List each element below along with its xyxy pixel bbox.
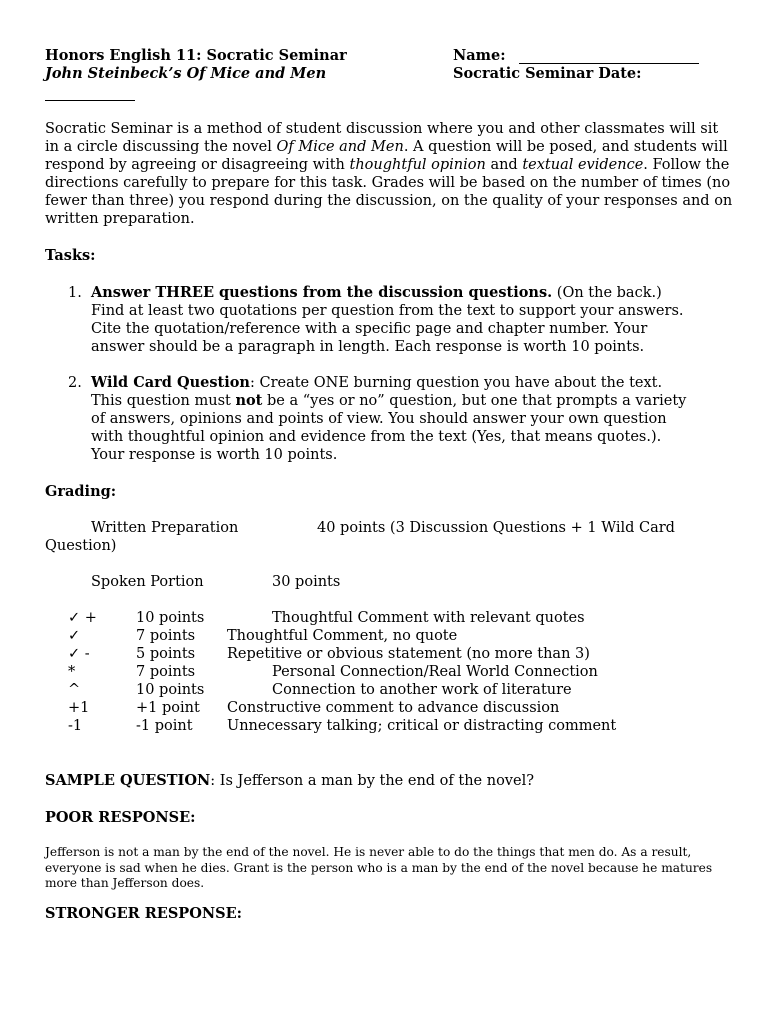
name-label: Name: [453,47,506,64]
written-prep-cont: Question) [45,538,117,554]
grade-row-points: 10 points [136,610,205,626]
poor-response-text: Jefferson is not a man by the end of the novel. He is never able to do the things that men do. As a result, everyone is sad when he dies. Grant is the person who is a man by the end of the novel because he matures more than Jefferson does. [45,845,713,890]
task-1-line-3: Cite the quotation/reference with a specific page and chapter number. Your [91,321,648,337]
grade-row-symbol: ✓ + [68,610,97,626]
stronger-response-heading: STRONGER RESPONSE: [45,905,242,922]
task-2-bold: Wild Card Question [91,374,250,391]
intro-thoughtful-opinion: thoughtful opinion [349,157,486,173]
grade-row-description: Repetitive or obvious statement (no more than 3) [227,646,590,662]
grade-row-points: 7 points [136,628,196,644]
task-1-line-4: answer should be a paragraph in length. Each response is worth 10 points. [91,339,645,355]
spoken-portion-label: Spoken Portion [91,574,204,590]
task-2-number: 2. [68,375,82,391]
task-2-line-5: Your response is worth 10 points. [91,447,338,463]
task-2-line-3: of answers, opinions and points of view. You should answer your own question [91,411,667,427]
grade-row-symbol: * [68,664,76,680]
sample-question-label: SAMPLE QUESTION [45,772,211,789]
novel-subtitle: John Steinbeck’s Of Mice and Men [45,65,327,82]
grade-row-symbol: ^ [68,682,81,698]
intro-text-1: Socratic Seminar is a method of student discussion where you and other classmates will sit in a circle discussing the novel [45,121,719,155]
task-2-line-2-post: be a “yes or no” question, but one that prompts a variety [262,393,687,409]
grade-row-points: -1 point [136,718,193,734]
poor-response-heading: POOR RESPONSE: [45,809,196,826]
task-2-not: not [235,392,263,409]
grade-row-description: Unnecessary talking; critical or distracting comment [227,718,617,734]
grade-row-points: +1 point [136,700,200,716]
task-2-line-2-pre: This question must [91,393,236,409]
date-blank-line [45,100,135,101]
task-1-bold: Answer THREE questions from the discussion questions. [91,284,553,301]
grade-row-symbol: ✓ [68,628,81,644]
intro-novel-title: Of Mice and Men [276,139,404,155]
task-1-number: 1. [68,285,82,301]
grade-row-points: 10 points [136,682,205,698]
task-2-rest: : Create ONE burning question you have about the text. [249,375,663,391]
sample-question [45,772,534,790]
grade-row-symbol: -1 [68,718,83,734]
task-1-line-2: Find at least two quotations per question from the text to support your answers. [91,303,684,319]
grade-row-description: Constructive comment to advance discussion [227,700,560,716]
grade-row-description: Personal Connection/Real World Connection [272,664,598,680]
task-2-line-1 [91,374,662,392]
course-title: Honors English 11: Socratic Seminar [45,47,347,64]
grade-row-points: 5 points [136,646,196,662]
spoken-portion-points: 30 points [272,574,341,590]
grade-row-description: Connection to another work of literature [272,682,572,698]
written-prep-label: Written Preparation [91,520,239,536]
intro-textual-evidence: textual evidence [522,157,644,173]
task-2-line-2 [91,392,686,410]
intro-text-2: . A question will be posed, and students will respond by agreeing or disagreeing with [45,139,728,173]
intro-text-4: . Follow the directions carefully to prepare for this task. Grades will be based on the number of times (no fewer than three) you respond during the discussion, on the quality of your responses and on written preparation. [45,157,733,227]
name-blank-line [519,63,699,64]
grade-row-points: 7 points [136,664,196,680]
intro-paragraph [45,120,735,228]
sample-question-text: : Is Jefferson a man by the end of the novel? [210,773,534,789]
written-prep-points: 40 points (3 Discussion Questions + 1 Wild Card [317,520,675,536]
task-1-rest: (On the back.) [552,285,662,301]
date-label: Socratic Seminar Date: [453,65,642,82]
task-1-line-1 [91,284,662,302]
grade-row-description: Thoughtful Comment, no quote [227,628,458,644]
tasks-heading: Tasks: [45,247,96,264]
intro-text-3: and [485,157,523,173]
grading-heading: Grading: [45,483,117,500]
grade-row-symbol: ✓ - [68,646,90,662]
grade-row-symbol: +1 [68,700,90,716]
grade-row-description: Thoughtful Comment with relevant quotes [272,610,585,626]
task-2-line-4: with thoughtful opinion and evidence from the text (Yes, that means quotes.). [91,429,662,445]
